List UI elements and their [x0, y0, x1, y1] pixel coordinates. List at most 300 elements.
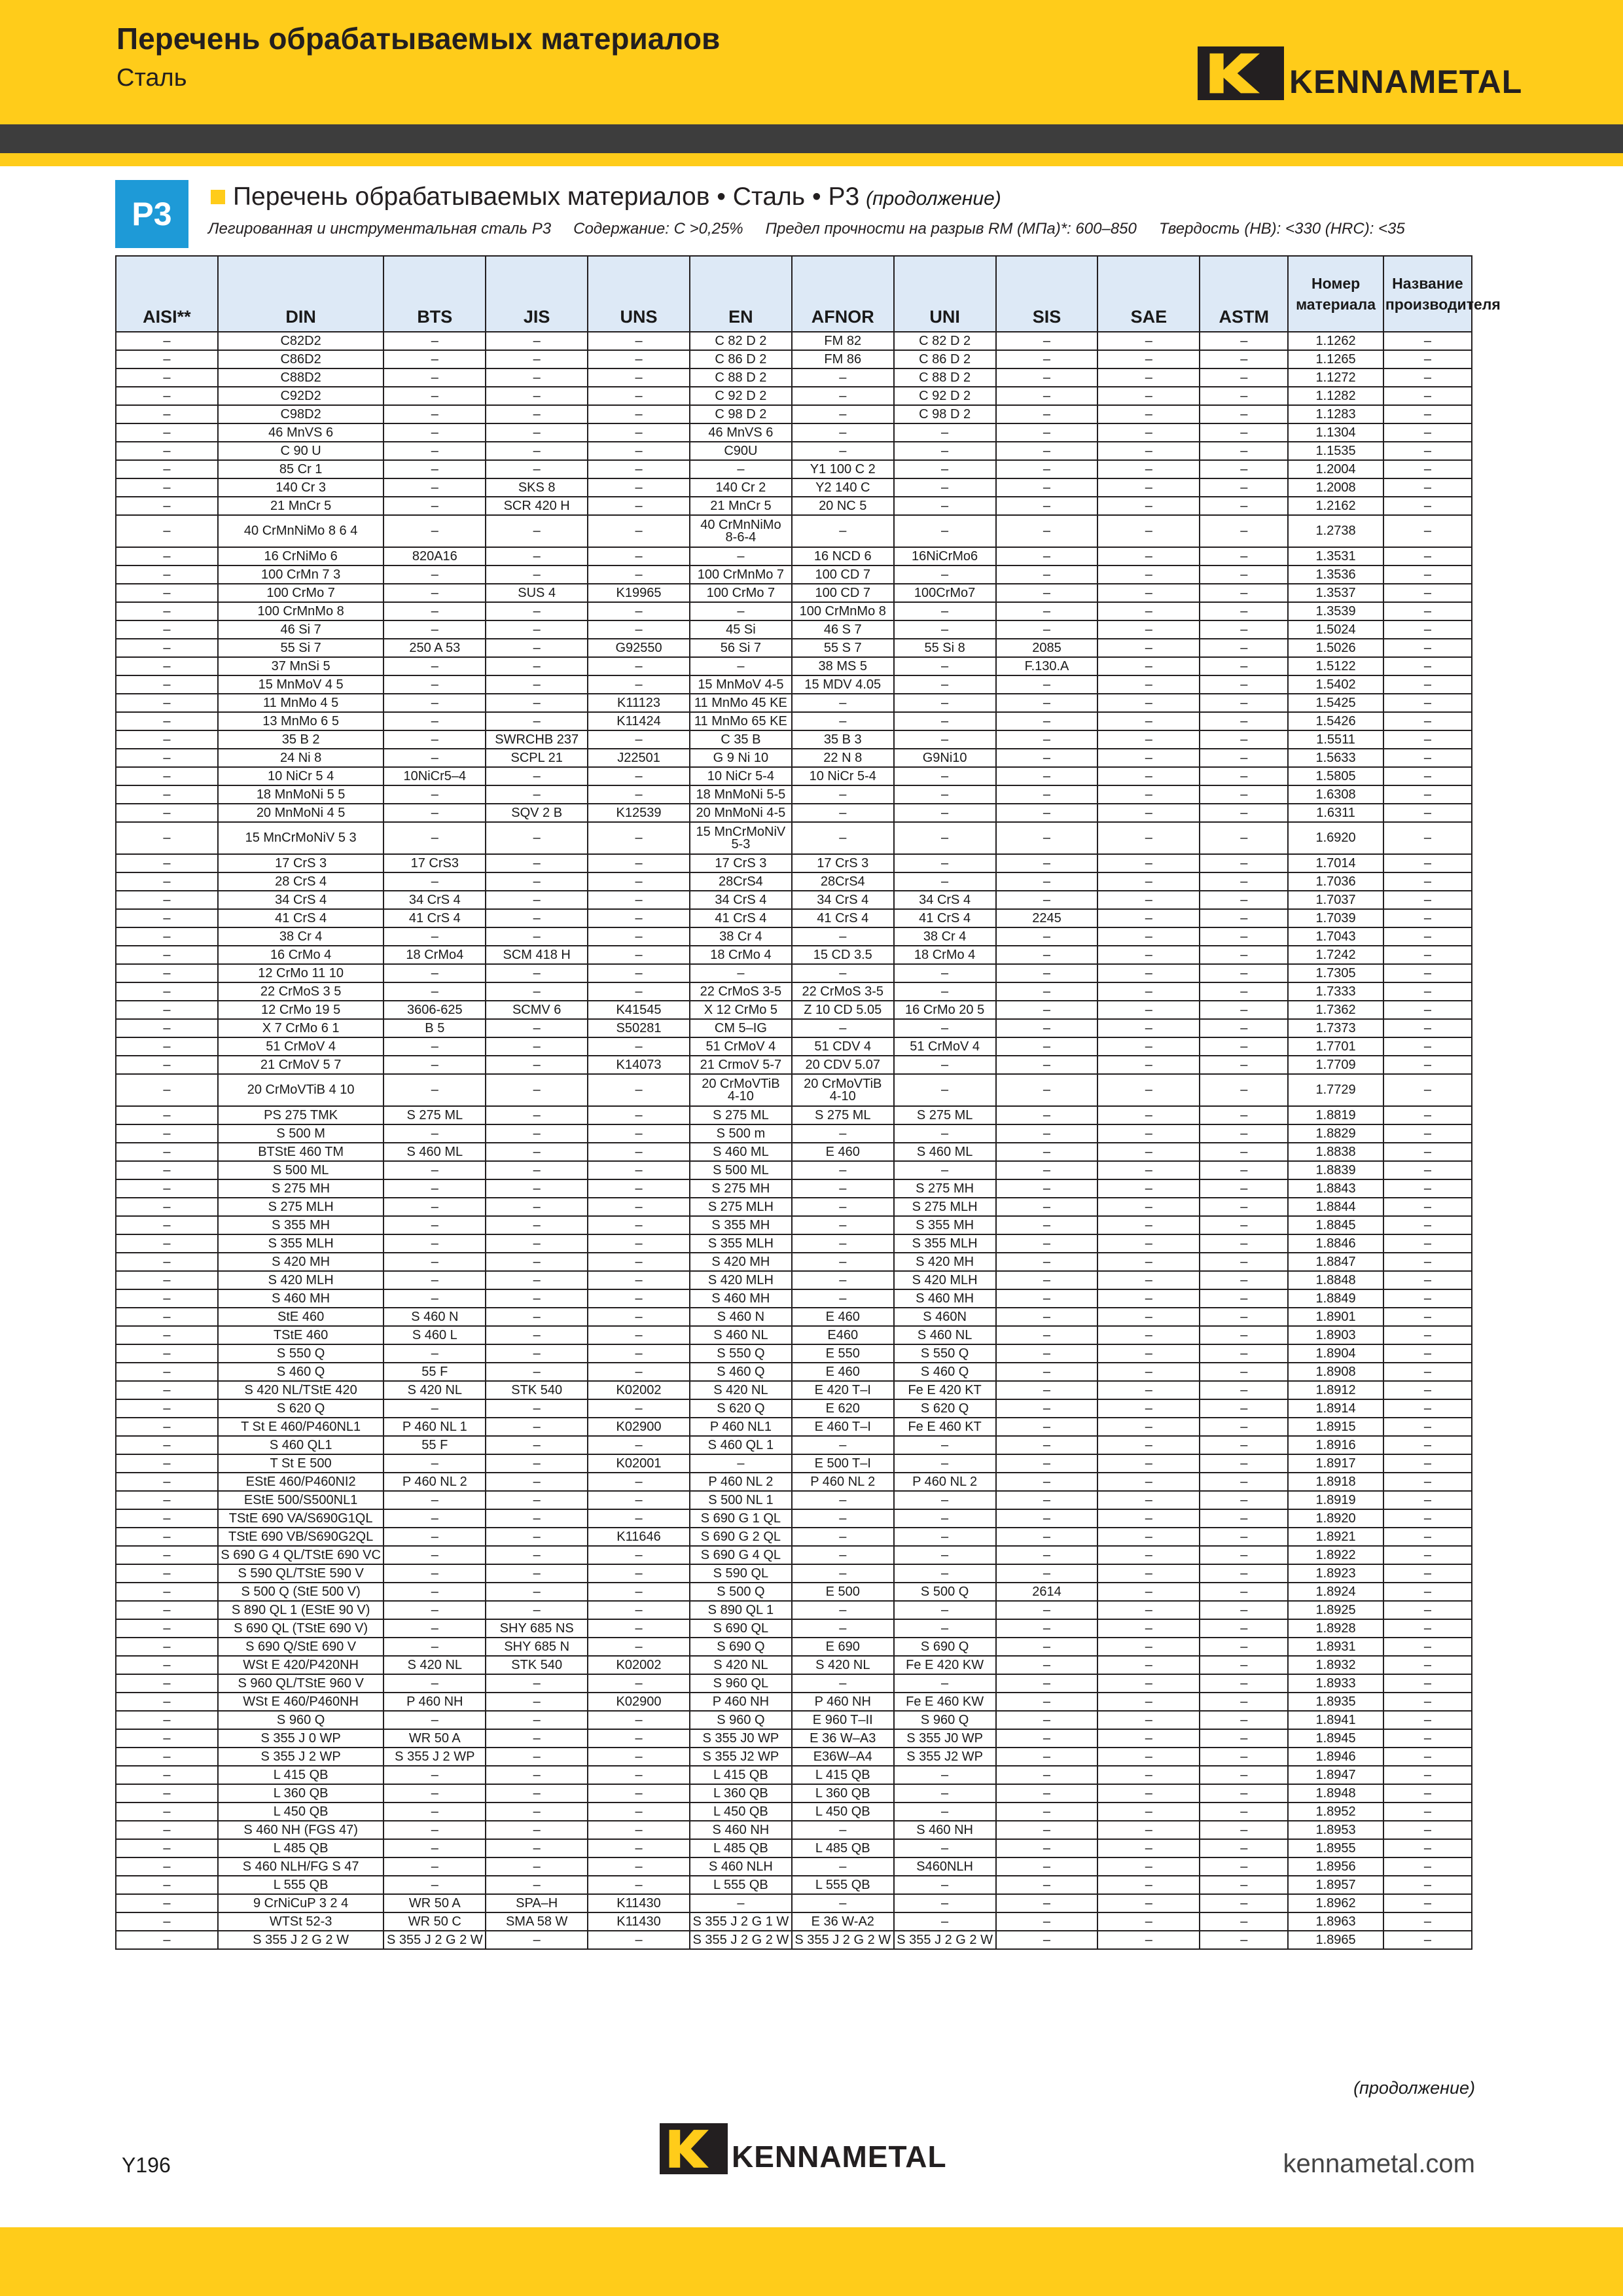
- table-cell: –: [894, 1491, 996, 1509]
- table-row: [116, 1019, 1472, 1037]
- table-cell: –: [996, 1857, 1098, 1876]
- table-cell: –: [1383, 1271, 1472, 1289]
- table-cell: –: [996, 405, 1098, 423]
- table-cell: G92550: [588, 639, 690, 657]
- table-cell: –: [588, 1198, 690, 1216]
- table-cell: 1.5511: [1288, 730, 1383, 749]
- table-cell: 100 CrMnMo 8: [792, 602, 894, 620]
- table-cell: –: [383, 749, 486, 767]
- table-cell: –: [1200, 368, 1288, 387]
- table-cell: –: [1097, 1638, 1200, 1656]
- table-cell: –: [486, 1784, 588, 1803]
- property-hardness: Твердость (HB): <330 (HRC): <35: [1158, 220, 1405, 238]
- table-cell: 22 CrMoS 3-5: [690, 982, 792, 1001]
- table-cell: –: [894, 804, 996, 822]
- header-accent-strip: [0, 153, 1623, 166]
- table-cell: –: [996, 1711, 1098, 1729]
- column-header-material-number: Номер материала: [1288, 256, 1383, 332]
- table-cell: 1.8947: [1288, 1766, 1383, 1784]
- table-cell: S 590 QL: [690, 1564, 792, 1583]
- table-cell: –: [792, 1253, 894, 1271]
- table-cell: –: [116, 1019, 218, 1037]
- table-cell: 21 CrMoV 5 7: [218, 1056, 384, 1074]
- table-cell: –: [588, 1253, 690, 1271]
- table-cell: S 275 MLH: [690, 1198, 792, 1216]
- table-cell: S 890 QL 1 (EStE 90 V): [218, 1601, 384, 1619]
- table-cell: –: [1097, 1056, 1200, 1074]
- table-cell: –: [1097, 1363, 1200, 1381]
- table-cell: –: [1200, 1001, 1288, 1019]
- table-row: [116, 1583, 1472, 1601]
- table-cell: E36W–A4: [792, 1748, 894, 1766]
- table-cell: –: [1200, 657, 1288, 675]
- table-cell: –: [996, 1803, 1098, 1821]
- table-cell: –: [1200, 1289, 1288, 1308]
- table-cell: –: [1200, 730, 1288, 749]
- table-cell: S 890 QL 1: [690, 1601, 792, 1619]
- table-cell: –: [116, 1564, 218, 1583]
- table-cell: 100 CrMo 7: [218, 584, 384, 602]
- continuation-note: (продолжение): [1353, 2078, 1475, 2098]
- table-cell: –: [116, 1289, 218, 1308]
- table-cell: –: [1200, 1436, 1288, 1454]
- table-cell: –: [383, 1564, 486, 1583]
- table-cell: C 98 D 2: [690, 405, 792, 423]
- table-cell: –: [1383, 1234, 1472, 1253]
- table-cell: –: [1383, 891, 1472, 909]
- table-cell: –: [588, 1564, 690, 1583]
- table-cell: –: [116, 1729, 218, 1748]
- table-cell: –: [116, 515, 218, 547]
- table-cell: –: [116, 405, 218, 423]
- table-cell: –: [486, 657, 588, 675]
- table-cell: 12 CrMo 11 10: [218, 964, 384, 982]
- table-cell: S 500 ML: [218, 1161, 384, 1179]
- table-cell: –: [116, 1693, 218, 1711]
- table-cell: –: [894, 460, 996, 478]
- table-cell: –: [486, 547, 588, 565]
- table-cell: –: [588, 1803, 690, 1821]
- table-cell: StE 460: [218, 1308, 384, 1326]
- table-cell: –: [1097, 1399, 1200, 1418]
- table-cell: –: [1383, 1711, 1472, 1729]
- table-cell: –: [486, 639, 588, 657]
- table-cell: –: [116, 1001, 218, 1019]
- table-cell: –: [486, 785, 588, 804]
- table-row: [116, 1161, 1472, 1179]
- table-cell: –: [1383, 1876, 1472, 1894]
- table-cell: WR 50 A: [383, 1729, 486, 1748]
- table-cell: –: [383, 964, 486, 982]
- table-cell: 22 N 8: [792, 749, 894, 767]
- table-cell: –: [996, 1019, 1098, 1037]
- table-cell: –: [486, 1124, 588, 1143]
- table-cell: –: [1097, 767, 1200, 785]
- table-cell: –: [486, 1198, 588, 1216]
- table-row: [116, 405, 1472, 423]
- table-cell: 1.7709: [1288, 1056, 1383, 1074]
- table-cell: –: [996, 515, 1098, 547]
- table-cell: 1.8923: [1288, 1564, 1383, 1583]
- table-cell: 1.8928: [1288, 1619, 1383, 1638]
- table-cell: S 275 MH: [218, 1179, 384, 1198]
- table-cell: –: [116, 332, 218, 350]
- table-cell: –: [1200, 1124, 1288, 1143]
- table-row: [116, 1912, 1472, 1931]
- table-cell: 1.8922: [1288, 1546, 1383, 1564]
- table-cell: 15 MnMoV 4-5: [690, 675, 792, 694]
- table-cell: 1.7037: [1288, 891, 1383, 909]
- table-cell: –: [486, 565, 588, 584]
- table-row: [116, 1436, 1472, 1454]
- table-cell: 1.8921: [1288, 1528, 1383, 1546]
- table-cell: –: [996, 620, 1098, 639]
- table-cell: –: [116, 442, 218, 460]
- table-cell: –: [1383, 785, 1472, 804]
- table-cell: 1.8935: [1288, 1693, 1383, 1711]
- table-cell: –: [1097, 1381, 1200, 1399]
- table-cell: S 620 Q: [894, 1399, 996, 1418]
- table-cell: –: [588, 872, 690, 891]
- table-cell: –: [383, 1619, 486, 1638]
- table-cell: S 690 Q/StE 690 V: [218, 1638, 384, 1656]
- table-cell: S 690 G 4 QL/TStE 690 VC: [218, 1546, 384, 1564]
- table-cell: –: [383, 1216, 486, 1234]
- table-cell: 1.8948: [1288, 1784, 1383, 1803]
- table-cell: –: [1383, 405, 1472, 423]
- table-cell: –: [1097, 547, 1200, 565]
- table-cell: 20 CrMoVTiB 4-10: [792, 1074, 894, 1106]
- table-cell: K11430: [588, 1912, 690, 1931]
- table-cell: –: [792, 405, 894, 423]
- table-cell: –: [1097, 1308, 1200, 1326]
- table-row: [116, 423, 1472, 442]
- brand-logo: [1198, 46, 1522, 101]
- table-row: [116, 620, 1472, 639]
- table-row: [116, 1619, 1472, 1638]
- table-cell: 1.6920: [1288, 822, 1383, 854]
- column-header-afnor: AFNOR: [792, 256, 894, 332]
- table-cell: 1.8848: [1288, 1271, 1383, 1289]
- table-cell: 56 Si 7: [690, 639, 792, 657]
- table-row: [116, 1748, 1472, 1766]
- table-cell: –: [588, 405, 690, 423]
- materials-table-wrapper: [115, 255, 1501, 1950]
- table-cell: –: [588, 927, 690, 946]
- table-cell: E 960 T–II: [792, 1711, 894, 1729]
- website-link[interactable]: kennametal.com: [1283, 2149, 1475, 2178]
- table-cell: E 460: [792, 1363, 894, 1381]
- table-cell: K02001: [588, 1454, 690, 1473]
- table-cell: –: [588, 785, 690, 804]
- table-cell: –: [1383, 1803, 1472, 1821]
- table-row: [116, 1857, 1472, 1876]
- table-cell: –: [383, 584, 486, 602]
- table-cell: –: [1097, 387, 1200, 405]
- table-row: [116, 1546, 1472, 1564]
- column-header-manufacturer-name: Название производителя: [1383, 256, 1472, 332]
- table-cell: SUS 4: [486, 584, 588, 602]
- table-cell: –: [588, 1876, 690, 1894]
- table-cell: –: [1383, 822, 1472, 854]
- table-cell: –: [486, 387, 588, 405]
- table-cell: –: [116, 1454, 218, 1473]
- table-cell: S 420 MH: [218, 1253, 384, 1271]
- table-cell: –: [1097, 1161, 1200, 1179]
- table-cell: 16 CrMo 4: [218, 946, 384, 964]
- table-cell: L 360 QB: [690, 1784, 792, 1803]
- table-row: [116, 1399, 1472, 1418]
- table-cell: –: [486, 1418, 588, 1436]
- table-cell: –: [1200, 1546, 1288, 1564]
- table-cell: P 460 NL1: [690, 1418, 792, 1436]
- table-cell: S 355 MLH: [218, 1234, 384, 1253]
- table-cell: S 460 N: [383, 1308, 486, 1326]
- table-cell: –: [588, 1766, 690, 1784]
- table-cell: –: [1383, 1729, 1472, 1748]
- table-cell: –: [588, 1748, 690, 1766]
- table-cell: –: [1200, 767, 1288, 785]
- table-cell: –: [1200, 1766, 1288, 1784]
- table-cell: –: [1200, 946, 1288, 964]
- table-cell: G 9 Ni 10: [690, 749, 792, 767]
- table-cell: –: [996, 1326, 1098, 1344]
- table-cell: –: [486, 602, 588, 620]
- table-cell: –: [1200, 602, 1288, 620]
- table-cell: WTSt 52-3: [218, 1912, 384, 1931]
- table-cell: –: [1383, 1289, 1472, 1308]
- table-cell: –: [690, 547, 792, 565]
- table-cell: –: [116, 964, 218, 982]
- table-cell: 100 CD 7: [792, 565, 894, 584]
- table-cell: PS 275 TMK: [218, 1106, 384, 1124]
- table-cell: S 275 ML: [383, 1106, 486, 1124]
- table-cell: –: [1097, 1326, 1200, 1344]
- table-cell: –: [383, 1179, 486, 1198]
- table-cell: S 690 QL (TStE 690 V): [218, 1619, 384, 1638]
- table-cell: 9 CrNiCuP 3 2 4: [218, 1894, 384, 1912]
- table-cell: Z 10 CD 5.05: [792, 1001, 894, 1019]
- table-cell: –: [1097, 1583, 1200, 1601]
- table-cell: 20 NC 5: [792, 497, 894, 515]
- table-cell: S 420 MLH: [894, 1271, 996, 1289]
- table-cell: K41545: [588, 1001, 690, 1019]
- table-cell: –: [1097, 1839, 1200, 1857]
- table-cell: –: [996, 1839, 1098, 1857]
- table-cell: –: [996, 730, 1098, 749]
- table-cell: S 620 Q: [690, 1399, 792, 1418]
- table-cell: 16 CrNiMo 6: [218, 547, 384, 565]
- table-cell: –: [1200, 1564, 1288, 1583]
- table-cell: 40 CrMnNiMo 8 6 4: [218, 515, 384, 547]
- table-cell: SCMV 6: [486, 1001, 588, 1019]
- table-row: [116, 1821, 1472, 1839]
- table-cell: K11123: [588, 694, 690, 712]
- table-cell: –: [996, 1271, 1098, 1289]
- table-cell: –: [894, 1674, 996, 1693]
- table-cell: 17 CrS 3: [218, 854, 384, 872]
- table-cell: –: [1383, 602, 1472, 620]
- table-row: [116, 584, 1472, 602]
- table-cell: S 275 ML: [792, 1106, 894, 1124]
- table-cell: –: [116, 1143, 218, 1161]
- table-row: [116, 442, 1472, 460]
- table-cell: –: [383, 1784, 486, 1803]
- table-cell: –: [1383, 1784, 1472, 1803]
- table-cell: –: [996, 1253, 1098, 1271]
- table-cell: –: [1383, 1601, 1472, 1619]
- table-cell: –: [588, 1839, 690, 1857]
- table-cell: –: [383, 405, 486, 423]
- table-cell: –: [588, 1074, 690, 1106]
- table-cell: 21 CrmoV 5-7: [690, 1056, 792, 1074]
- table-cell: –: [1200, 1179, 1288, 1198]
- table-cell: –: [116, 1074, 218, 1106]
- table-cell: C98D2: [218, 405, 384, 423]
- table-cell: 100 CrMnMo 7: [690, 565, 792, 584]
- table-cell: –: [1383, 1001, 1472, 1019]
- table-cell: –: [1097, 460, 1200, 478]
- table-cell: –: [1200, 1601, 1288, 1619]
- table-cell: G9Ni10: [894, 749, 996, 767]
- table-cell: –: [588, 1546, 690, 1564]
- table-cell: –: [588, 1674, 690, 1693]
- table-cell: –: [996, 1454, 1098, 1473]
- table-cell: 1.8956: [1288, 1857, 1383, 1876]
- table-cell: 18 MnMoNi 5 5: [218, 785, 384, 804]
- table-cell: –: [1200, 964, 1288, 982]
- table-cell: –: [996, 982, 1098, 1001]
- column-header-en: EN: [690, 256, 792, 332]
- table-cell: –: [894, 675, 996, 694]
- table-cell: –: [588, 1308, 690, 1326]
- table-cell: 55 Si 8: [894, 639, 996, 657]
- table-cell: 1.7729: [1288, 1074, 1383, 1106]
- table-cell: 34 CrS 4: [218, 891, 384, 909]
- table-cell: –: [383, 1161, 486, 1179]
- table-cell: S 275 ML: [690, 1106, 792, 1124]
- table-cell: S 460 N: [690, 1308, 792, 1326]
- table-cell: 10 NiCr 5 4: [218, 767, 384, 785]
- table-cell: –: [486, 1766, 588, 1784]
- table-cell: 1.8965: [1288, 1931, 1383, 1949]
- table-cell: –: [1200, 423, 1288, 442]
- table-cell: SHY 685 N: [486, 1638, 588, 1656]
- footer-brand-wordmark: KENNAMETAL: [732, 2140, 947, 2174]
- table-cell: –: [486, 1436, 588, 1454]
- table-cell: –: [1097, 1454, 1200, 1473]
- table-cell: –: [116, 1784, 218, 1803]
- table-cell: E 500 T–I: [792, 1454, 894, 1473]
- table-cell: –: [588, 891, 690, 909]
- table-cell: –: [1383, 1056, 1472, 1074]
- table-cell: –: [1200, 675, 1288, 694]
- table-cell: –: [1097, 1528, 1200, 1546]
- table-cell: –: [1200, 1674, 1288, 1693]
- table-cell: 17 CrS 3: [792, 854, 894, 872]
- table-cell: 1.8829: [1288, 1124, 1383, 1143]
- table-cell: 1.1304: [1288, 423, 1383, 442]
- table-cell: –: [996, 332, 1098, 350]
- table-cell: L 485 QB: [792, 1839, 894, 1857]
- table-cell: S 690 G 1 QL: [690, 1509, 792, 1528]
- table-cell: 2245: [996, 909, 1098, 927]
- table-cell: 1.8962: [1288, 1894, 1383, 1912]
- table-cell: 1.8963: [1288, 1912, 1383, 1931]
- table-cell: –: [588, 1106, 690, 1124]
- table-cell: 1.8845: [1288, 1216, 1383, 1234]
- table-cell: –: [1383, 1399, 1472, 1418]
- table-cell: –: [1383, 1491, 1472, 1509]
- table-cell: –: [1383, 1454, 1472, 1473]
- table-cell: –: [1200, 872, 1288, 891]
- table-cell: –: [383, 602, 486, 620]
- table-cell: –: [1097, 1564, 1200, 1583]
- header-divider-band: [0, 124, 1623, 153]
- table-row: [116, 1454, 1472, 1473]
- table-cell: –: [1200, 1931, 1288, 1949]
- table-cell: –: [1200, 1491, 1288, 1509]
- table-cell: –: [1097, 964, 1200, 982]
- table-cell: 1.3536: [1288, 565, 1383, 584]
- table-cell: S 690 QL: [690, 1619, 792, 1638]
- table-cell: –: [894, 620, 996, 639]
- table-cell: K02900: [588, 1418, 690, 1436]
- table-cell: –: [996, 1546, 1098, 1564]
- table-cell: –: [116, 478, 218, 497]
- table-cell: P 460 NL 2: [383, 1473, 486, 1491]
- table-cell: P 460 NH: [792, 1693, 894, 1711]
- table-cell: –: [1383, 442, 1472, 460]
- table-row: [116, 1638, 1472, 1656]
- table-cell: –: [996, 1894, 1098, 1912]
- table-cell: 15 MnMoV 4 5: [218, 675, 384, 694]
- table-cell: S 355 J 2 WP: [383, 1748, 486, 1766]
- table-cell: WSt E 420/P420NH: [218, 1656, 384, 1674]
- table-cell: –: [486, 1803, 588, 1821]
- table-cell: –: [894, 1894, 996, 1912]
- table-cell: –: [383, 1821, 486, 1839]
- table-cell: C90U: [690, 442, 792, 460]
- table-cell: –: [996, 1821, 1098, 1839]
- table-cell: S 460 MH: [894, 1289, 996, 1308]
- table-cell: –: [894, 822, 996, 854]
- table-cell: SPA–H: [486, 1894, 588, 1912]
- table-cell: S 690 Q: [894, 1638, 996, 1656]
- table-cell: –: [116, 1674, 218, 1693]
- table-cell: –: [792, 927, 894, 946]
- table-cell: –: [1383, 1894, 1472, 1912]
- table-row: [116, 1271, 1472, 1289]
- table-cell: –: [1200, 712, 1288, 730]
- table-cell: –: [486, 332, 588, 350]
- table-cell: –: [486, 1748, 588, 1766]
- table-cell: –: [894, 854, 996, 872]
- table-cell: –: [1383, 350, 1472, 368]
- table-cell: C 90 U: [218, 442, 384, 460]
- table-cell: –: [116, 927, 218, 946]
- column-header-aisi: AISI**: [116, 256, 218, 332]
- table-cell: –: [1097, 442, 1200, 460]
- table-cell: S 355 J2 WP: [894, 1748, 996, 1766]
- table-cell: E 460: [792, 1308, 894, 1326]
- table-cell: 1.7333: [1288, 982, 1383, 1001]
- table-cell: –: [1097, 1693, 1200, 1711]
- table-cell: 11 MnMo 45 KE: [690, 694, 792, 712]
- table-cell: 1.7373: [1288, 1019, 1383, 1037]
- table-cell: –: [116, 730, 218, 749]
- table-cell: –: [116, 1216, 218, 1234]
